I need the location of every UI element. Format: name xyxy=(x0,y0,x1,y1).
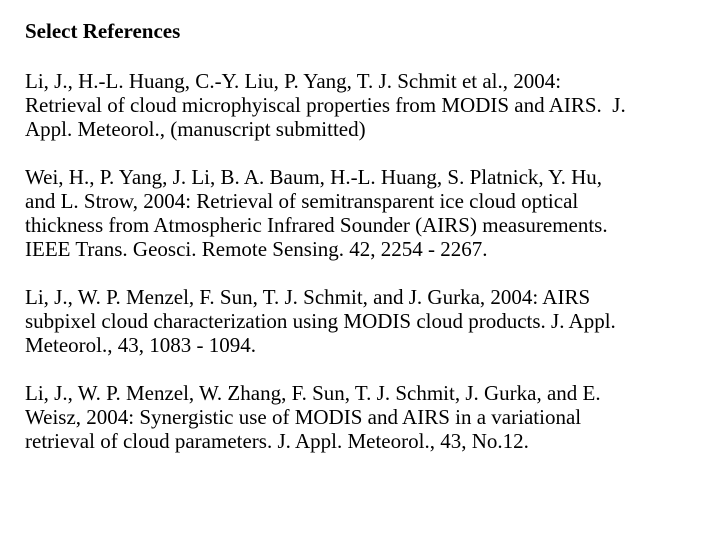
reference-item-1 xyxy=(25,69,720,141)
reference-line: Li, J., H.-L. Huang, C.-Y. Liu, P. Yang, T. J. Schmit et al., 2004: xyxy=(25,69,562,93)
reference-item-4 xyxy=(25,381,720,453)
reference-item-2 xyxy=(25,165,720,261)
reference-line: subpixel cloud characterization using MODIS cloud products. J. Appl. xyxy=(25,309,616,333)
reference-line: Appl. Meteorol., (manuscript submitted) xyxy=(25,117,366,141)
reference-line: Li, J., W. P. Menzel, F. Sun, T. J. Schmit, and J. Gurka, 2004: AIRS xyxy=(25,285,591,309)
reference-line: Meteorol., 43, 1083 - 1094. xyxy=(25,333,256,357)
reference-line: Retrieval of cloud microphyiscal properties from MODIS and AIRS. J. xyxy=(25,93,626,117)
reference-item-3 xyxy=(25,285,720,357)
reference-line: Li, J., W. P. Menzel, W. Zhang, F. Sun, T. J. Schmit, J. Gurka, and E. xyxy=(25,381,601,405)
reference-line: IEEE Trans. Geosci. Remote Sensing. 42, 2254 - 2267. xyxy=(25,237,488,261)
reference-line: retrieval of cloud parameters. J. Appl. Meteorol., 43, No.12. xyxy=(25,429,529,453)
reference-line: Wei, H., P. Yang, J. Li, B. A. Baum, H.-L. Huang, S. Platnick, Y. Hu, xyxy=(25,165,602,189)
reference-line: thickness from Atmospheric Infrared Sounder (AIRS) measurements. xyxy=(25,213,608,237)
reference-line: Weisz, 2004: Synergistic use of MODIS and AIRS in a variational xyxy=(25,405,582,429)
references-page xyxy=(25,17,720,477)
reference-line: and L. Strow, 2004: Retrieval of semitransparent ice cloud optical xyxy=(25,189,579,213)
page-title: Select References xyxy=(25,19,181,43)
